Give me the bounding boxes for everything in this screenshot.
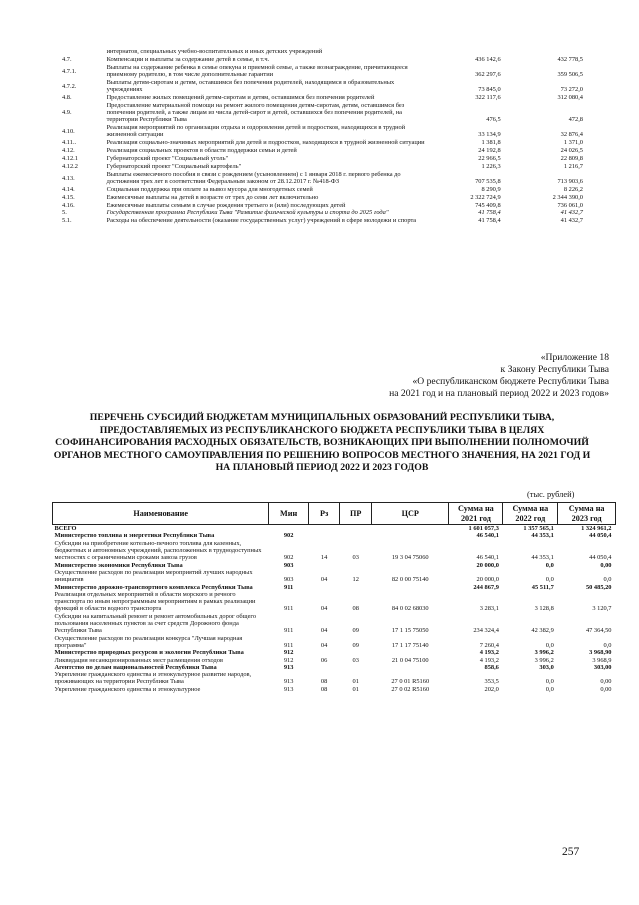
row-csr: 27 0 01 R5160 (391, 678, 430, 686)
row-pr (340, 664, 372, 671)
row-number: 4.12.1 (62, 155, 78, 162)
row-value-2022: 22 809,8 (560, 155, 583, 162)
table-row (53, 657, 616, 664)
row-csr (372, 649, 449, 656)
header-2021: Сумма на 2021 год (449, 503, 503, 525)
row-number: 4.7.2. (62, 82, 77, 90)
row-rz (308, 562, 339, 569)
row-pr: 03 (352, 656, 359, 664)
row-sum-2021: 20 000,0 (476, 561, 499, 569)
row-value-2021: 745 409,8 (475, 202, 501, 209)
row-value-2022: 8 226,2 (563, 186, 583, 193)
appendix-line-2: к Закону Республики Тыва (500, 364, 609, 375)
row-value-2021: 436 142,6 (475, 56, 501, 63)
row-sum-2021: 3 283,1 (479, 605, 499, 613)
row-csr: 17 1 17 75140 (391, 641, 429, 649)
row-sum-2022: 0,0 (545, 561, 554, 569)
row-value-2022: 1 216,7 (563, 163, 583, 170)
row-min: 912 (283, 656, 294, 664)
row-description: Компенсации и выплаты за содержание детей в семье, в т.ч. (106, 56, 270, 63)
table-row (53, 686, 616, 693)
row-value-2022: 736 061,0 (557, 202, 583, 209)
row-number: 4.15. (62, 194, 75, 201)
row-csr (372, 532, 449, 539)
row-name: Министерство природных ресурсов и экологии Республики Тыва (54, 649, 244, 657)
subsidies-table-header (53, 503, 616, 525)
row-sum-2023: 0,0 (603, 641, 612, 649)
row-number: 4.10. (62, 127, 75, 135)
row-value-2021: 41 758,4 (478, 209, 501, 216)
table-row (52, 193, 597, 201)
row-value-2021: 1 226,3 (481, 163, 501, 170)
table-row (52, 78, 597, 93)
table-row (52, 185, 597, 193)
row-description: Расходы на обеспечение деятельности (оказание государственных услуг) учреждений в сфере молодежи и спорта (106, 217, 417, 224)
row-value-2021: 362 297,6 (475, 71, 501, 78)
row-description: Реализация социальных проектов в области поддержки семьи и детей (106, 147, 297, 154)
row-name: Министерство экономики Республики Тыва (54, 561, 183, 569)
row-sum-2023: 0,0 (603, 576, 612, 584)
row-sum-2023: 0,00 (600, 685, 612, 693)
table-row (52, 138, 597, 146)
row-min: 911 (283, 627, 294, 635)
row-min: 902 (283, 532, 294, 540)
row-value-2022: 41 432,7 (560, 209, 583, 216)
row-sum-2022: 0,0 (545, 685, 554, 693)
table-row (52, 93, 597, 101)
table-row (53, 613, 616, 635)
appendix-line-1: «Приложение 18 (540, 352, 609, 363)
row-csr: 27 0 02 R5160 (391, 685, 430, 693)
row-name: Осуществление расходов по реализации мероприятий лучших народных инициатив (54, 568, 253, 584)
row-min (269, 525, 309, 533)
row-rz (308, 525, 339, 533)
table-row (53, 671, 616, 686)
row-name: Укрепление гражданского единства и этнокультурное (54, 685, 201, 693)
row-sum-2022: 0,0 (545, 641, 554, 649)
row-description: Ежемесячные выплаты на детей в возрасте от трех до семи лет включительно (106, 194, 319, 201)
row-pr (340, 649, 372, 656)
row-value-2022: 312 080,4 (557, 94, 583, 101)
table-row (52, 55, 597, 63)
row-description: Социальная поддержка при оплате за вывоз мусора для многодетных семей (106, 186, 313, 193)
row-pr: 01 (352, 685, 359, 693)
row-rz: 04 (320, 605, 328, 613)
row-sum-2021: 4 193,2 (479, 656, 499, 664)
row-value-2021: 707 535,8 (475, 178, 501, 185)
row-value-2021: 8 290,9 (481, 186, 501, 193)
row-pr (340, 525, 372, 533)
row-pr (340, 584, 372, 591)
row-pr: 09 (352, 627, 359, 635)
header-rz: Рз (308, 503, 339, 525)
row-value-2021: 2 322 724,9 (470, 194, 501, 201)
row-sum-2022: 1 357 565,1 (523, 525, 554, 533)
row-csr: 82 0 00 75140 (391, 576, 429, 584)
table-row (53, 584, 616, 591)
row-number: 4.8. (62, 94, 72, 101)
row-description: Реализация мероприятий по организации отдыха и оздоровления детей и подростков, находящихся в трудной жизненной ситуации (106, 124, 406, 138)
row-sum-2023: 303,00 (593, 663, 612, 671)
row-sum-2021: 20 000,0 (476, 576, 499, 584)
row-value-2022: 359 506,5 (557, 71, 583, 78)
row-sum-2023: 47 364,50 (585, 627, 612, 635)
unit-label: (тыс. рублей) (527, 490, 575, 499)
row-number: 5. (62, 209, 67, 216)
row-pr (340, 562, 372, 569)
row-name: ВСЕГО (54, 525, 77, 533)
row-value-2021 (432, 47, 505, 55)
row-number: 4.16. (62, 202, 75, 209)
row-value-2021: 22 966,5 (478, 155, 501, 162)
row-sum-2022: 0,0 (545, 678, 554, 686)
row-sum-2023: 3 968,9 (592, 656, 612, 664)
row-sum-2021: 202,0 (484, 685, 499, 693)
row-number: 5.1. (62, 217, 72, 224)
header-pr: ПР (340, 503, 372, 525)
table-row (53, 525, 616, 533)
table-row (52, 101, 597, 123)
row-rz: 08 (320, 685, 328, 693)
row-csr (372, 562, 449, 569)
row-csr: 84 0 02 68030 (391, 605, 429, 613)
table-row (52, 162, 597, 170)
row-sum-2021: 7 260,4 (479, 641, 499, 649)
row-value-2022: 1 371,0 (563, 139, 583, 146)
row-number: 4.7.1. (62, 67, 77, 75)
row-sum-2021: 234 324,4 (473, 627, 499, 635)
row-number: 4.14. (62, 186, 75, 193)
table-row (53, 635, 616, 650)
table-row (53, 569, 616, 584)
table-row (53, 649, 616, 656)
row-min: 903 (283, 576, 294, 584)
row-number: 4.12.2 (62, 163, 78, 170)
row-rz: 04 (320, 576, 328, 584)
row-csr (372, 584, 449, 591)
row-number: 4.9. (62, 109, 72, 116)
row-pr (340, 532, 372, 539)
row-min: 913 (283, 685, 294, 693)
row-min: 902 (283, 554, 294, 562)
program-expenses-table (52, 47, 597, 224)
row-sum-2022: 303,0 (539, 663, 554, 671)
row-min: 911 (284, 583, 294, 591)
row-value-2022: 73 272,0 (560, 86, 583, 93)
row-csr: 19 3 04 75060 (391, 554, 429, 562)
row-pr: 01 (352, 678, 359, 686)
row-name: Реализация отдельных мероприятий в области морского и речного транспорта по иным непрограммным мероприятиям в рамках реализации функций в области водного транспорта (54, 590, 256, 613)
row-sum-2022: 3 128,8 (534, 605, 554, 613)
row-description: Выплаты ежемесячного пособия в связи с рождением (усыновлением) с 1 января 2018 г. первого ребенка до достижения трех лет в соответствии Федеральным законом от 28.12.2017 г. №418-ФЗ (106, 171, 401, 185)
row-sum-2021: 46 540,1 (476, 554, 499, 562)
row-value-2022: 432 778,5 (557, 56, 583, 63)
row-description: Реализация социально-значимых мероприятий для детей и подростков, находящихся в трудной жизненной ситуации (106, 139, 425, 146)
appendix-reference (389, 352, 609, 400)
row-pr: 12 (352, 576, 359, 584)
row-description: интернатов, специальных учебно-воспитательных и иных детских учреждений (106, 48, 323, 55)
row-sum-2022: 3 996,2 (534, 656, 554, 664)
appendix-line-3: «О республиканском бюджете Республики Тыва (412, 376, 609, 387)
row-sum-2022: 44 353,1 (531, 554, 554, 562)
row-sum-2023: 0,00 (600, 678, 612, 686)
row-name: Субсидии на капитальный ремонт и ремонт автомобильных дорог общего пользования населенных пунктов за счет средств Дорожного фонда Республики Тыва (54, 612, 257, 635)
row-rz: 04 (320, 641, 328, 649)
row-sum-2023: 1 324 961,2 (581, 525, 612, 533)
header-csr: ЦСР (372, 503, 449, 525)
table-row (53, 562, 616, 569)
row-description: Выплаты на содержание ребенка в семье опекуна и приемной семье, а также вознаграждение, причитающееся приемному родителю, в том числе дополнительные гарантии (106, 64, 408, 78)
row-value-2021: 33 134,9 (478, 131, 501, 138)
row-csr: 21 0 04 75100 (391, 656, 429, 664)
row-value-2021: 73 845,0 (478, 86, 501, 93)
row-pr: 03 (352, 554, 359, 562)
header-name: Наименование (53, 503, 269, 525)
row-value-2022: 32 876,4 (560, 131, 583, 138)
row-csr (372, 525, 449, 533)
row-csr (372, 664, 449, 671)
row-sum-2021: 858,6 (484, 663, 499, 671)
row-name: Министерство топлива и энергетики Республики Тыва (54, 532, 215, 540)
row-min: 911 (283, 641, 294, 649)
row-value-2022 (505, 47, 597, 55)
row-value-2022: 2 344 390,0 (552, 194, 583, 201)
row-value-2022: 24 026,5 (560, 147, 583, 154)
table-row (52, 209, 597, 216)
table-row (53, 664, 616, 671)
row-sum-2022: 44 353,1 (531, 532, 554, 540)
row-value-2021: 41 758,4 (478, 217, 501, 224)
table-row (52, 170, 597, 185)
row-sum-2022: 3 996,2 (534, 649, 554, 657)
row-sum-2023: 44 050,4 (589, 532, 612, 540)
header-2022: Сумма на 2022 год (503, 503, 558, 525)
row-sum-2021: 46 540,1 (476, 532, 499, 540)
row-name: Министерство дорожно-транспортного комплекса Республики Тыва (54, 583, 253, 591)
row-sum-2021: 353,5 (484, 678, 499, 686)
row-sum-2022: 0,0 (545, 576, 554, 584)
row-sum-2023: 3 968,90 (589, 649, 612, 657)
row-rz: 06 (320, 656, 328, 664)
row-pr: 08 (352, 605, 359, 613)
table-row (52, 216, 597, 224)
row-min: 911 (283, 605, 294, 613)
row-value-2021: 476,5 (486, 116, 501, 123)
row-rz: 08 (320, 678, 328, 686)
program-expenses-table-body (52, 47, 597, 224)
row-description: Предоставление жилых помещений детям-сиротам и детям, оставшимся без попечения родителей (106, 94, 375, 101)
row-number: 4.7. (62, 56, 72, 63)
table-row (52, 146, 597, 154)
row-description: Губернаторский проект "Социальный картофель" (106, 163, 242, 170)
table-row (52, 63, 597, 78)
row-sum-2023: 50 485,20 (585, 583, 612, 591)
row-number: 4.13. (62, 174, 75, 182)
row-sum-2022: 45 511,7 (531, 583, 554, 591)
row-rz (308, 532, 339, 539)
row-csr: 17 1 15 75050 (391, 627, 429, 635)
row-rz: 04 (320, 627, 328, 635)
header-2023: Сумма на 2023 год (558, 503, 616, 525)
page-number: 257 (562, 846, 580, 858)
row-min: 912 (283, 649, 294, 657)
row-value-2022: 472,8 (568, 116, 583, 123)
table-row (53, 540, 616, 562)
row-sum-2023: 44 050,4 (589, 554, 612, 562)
row-rz (308, 664, 339, 671)
row-description: Ежемесячные выплаты семьям в случае рождения третьего и (или) последующих детей (106, 202, 346, 209)
row-name: Агентство по делам национальностей Республики Тыва (54, 663, 217, 671)
row-sum-2023: 3 120,7 (592, 605, 612, 613)
table-row (52, 201, 597, 209)
row-number (52, 47, 103, 55)
row-value-2021: 24 192,8 (478, 147, 501, 154)
row-sum-2023: 0,00 (600, 561, 612, 569)
row-number: 4.11.. (62, 139, 77, 146)
row-description: Предоставление материальной помощи на ремонт жилого помещения детям-сиротам, детям, оставшимся без попечения родителей, а также лицам из числа детей-сирот и детей, оставшихся без попечения родителей, на территории Республики Тыва (106, 102, 405, 123)
row-name: Осуществление расходов по реализации конкурса "Лучшая народная программа" (54, 634, 243, 649)
table-row (52, 47, 597, 55)
row-name: Ликвидация несанкционированных мест размещения отходов (54, 656, 223, 664)
row-sum-2022: 42 382,9 (531, 627, 554, 635)
row-value-2021: 322 117,6 (475, 94, 501, 101)
table-row (52, 123, 597, 138)
row-sum-2021: 4 193,2 (479, 649, 499, 657)
row-number: 4.12. (62, 147, 75, 154)
row-min: 903 (283, 561, 294, 569)
row-value-2022: 41 432,7 (560, 217, 583, 224)
subsidies-table (52, 502, 616, 693)
row-description: Выплаты детям-сиротам и детям, оставшимся без попечения родителей, находящимся в образовательных учреждениях (106, 79, 395, 93)
subsidies-table-body (53, 525, 616, 693)
table-row (53, 591, 616, 613)
row-value-2021: 1 381,8 (481, 139, 501, 146)
table-row (53, 532, 616, 539)
row-name: Субсидии на приобретение котельно-печного топлива для казенных, бюджетных и автономных учреждений, расположенных в труднодоступных местностях с ограниченными сроками завоза грузов (54, 539, 262, 562)
row-min: 913 (283, 663, 294, 671)
row-description: Губернаторский проект "Социальный уголь" (106, 155, 229, 162)
appendix-line-4: на 2021 год и на плановый период 2022 и 2023 годов» (389, 388, 609, 399)
row-rz (308, 584, 339, 591)
row-value-2022: 713 903,6 (557, 178, 583, 185)
row-rz (308, 649, 339, 656)
row-name: Укрепление гражданского единства и этнокультурное развитие народов, проживающих на территории Республики Тыва (54, 671, 252, 686)
row-rz: 14 (320, 554, 328, 562)
row-min: 913 (283, 678, 294, 686)
table-row (52, 154, 597, 162)
document-heading: ПЕРЕЧЕНЬ СУБСИДИЙ БЮДЖЕТАМ МУНИЦИПАЛЬНЫХ ОБРАЗОВАНИЙ РЕСПУБЛИКИ ТЫВА, ПРЕДОСТАВЛЯЕМЫХ ИЗ РЕСПУБЛИКАНСКОГО БЮДЖЕТА РЕСПУБЛИКИ ТЫВА В ЦЕЛЯХ СОФИНАНСИРОВАНИЯ РАСХОДНЫХ ОБЯЗАТЕЛЬСТВ, ВОЗНИКАЮЩИХ ПРИ ВЫПОЛНЕНИИ ПОЛНОМОЧИЙ ОРГАНОВ МЕСТНОГО САМОУПРАВЛЕНИЯ ПО РЕШЕНИЮ ВОПРОСОВ МЕСТНОГО ЗНАЧЕНИЯ, НА 2021 ГОД И НА ПЛАНОВЫЙ ПЕРИОД 2022 И 2023 ГОДОВ (53, 412, 591, 474)
row-sum-2021: 1 601 057,3 (468, 525, 499, 533)
row-description: Государственная программа Республики Тыва "Развитие физической культуры и спорта до 2025 года" (106, 209, 389, 216)
header-min: Мин (269, 503, 309, 525)
row-sum-2021: 244 867,9 (473, 583, 499, 591)
row-pr: 09 (352, 641, 359, 649)
